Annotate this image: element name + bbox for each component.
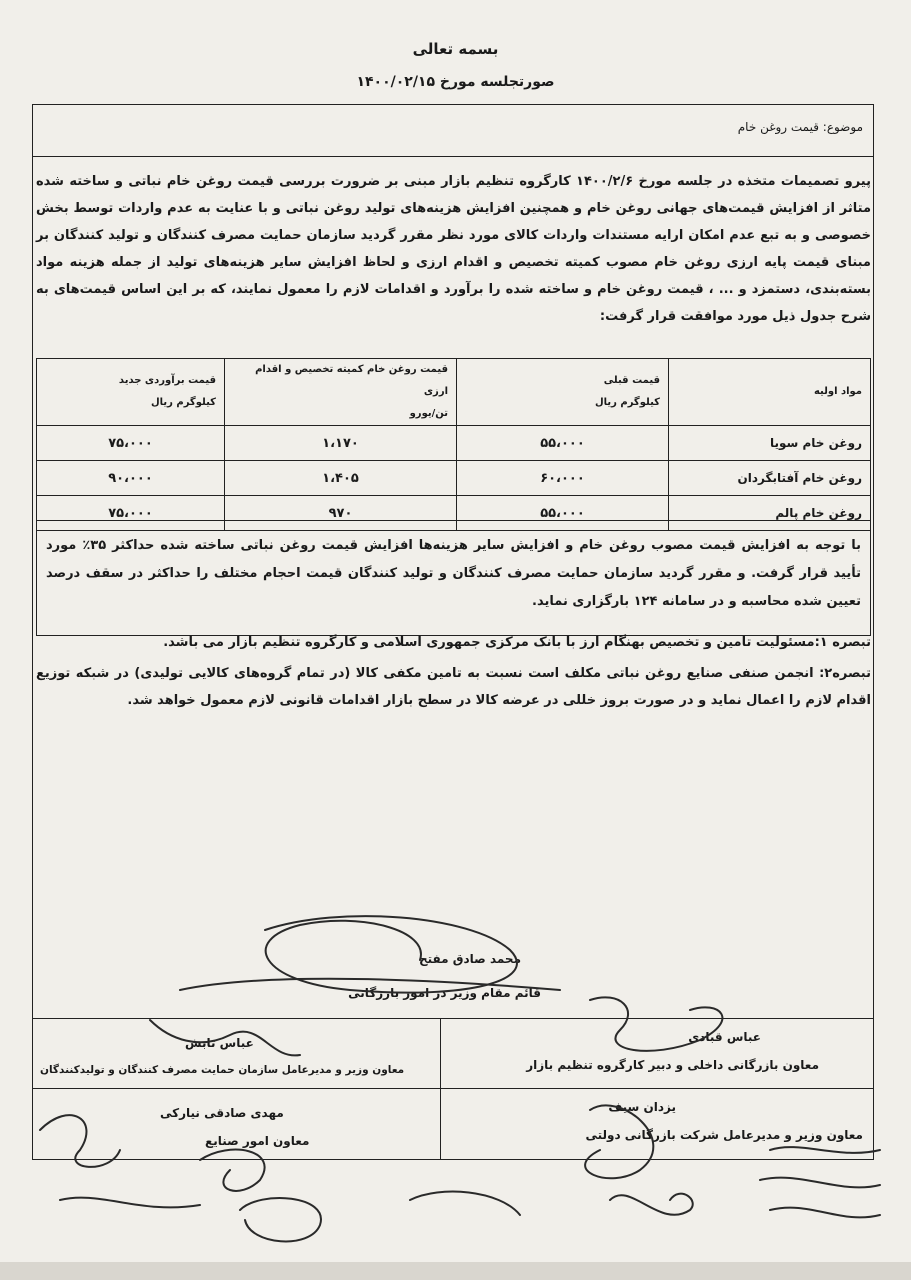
signatory-left2-title: معاون امور صنایع: [205, 1134, 310, 1148]
signature-niaraki: [200, 1150, 265, 1191]
second-paragraph: با توجه به افزایش قیمت مصوب روغن خام و افزایش سایر هزینه‌ها افزایش قیمت روغن نباتی ساخته شده حداکثر ۳۵٪ مورد تأیید قرار گرفت. و مقرر گردید سازمان حمایت مصرف کنندگان و تولید کنندگان قیمت احجام مختلف را حداکثر در سقف درصد تعیین شده محاسبه و در سامانه ۱۲۴ بارگزاری نماید.: [46, 538, 861, 609]
cell-committee: ۱،۴۰۵: [225, 461, 457, 496]
signature-scribble-bottom-4: [60, 1198, 200, 1208]
minutes-date: صورتجلسه مورخ ۱۴۰۰/۰۲/۱۵: [356, 74, 555, 90]
signature-tabesh: [150, 1020, 300, 1055]
signatory-right1-title: معاون بازرگانی داخلی و دبیر کارگروه تنظیم بازار: [526, 1058, 819, 1072]
signatory-right1-name: عباس قبادی: [688, 1030, 761, 1044]
cell-material: روغن خام سویا: [669, 426, 871, 461]
note-2: تبصره۲: انجمن صنفی صنایع روغن نباتی مکلف است نسبت به تامین مکفی کالا (در تمام گروه‌های کالایی تولیدی) در شبکه توزیع اقدام لازم را اعمال نماید و در صورت بروز خللی در عرضه کالا در سطح بازار اقدامات قانونی لازم معمول خواهد شد.: [36, 666, 871, 708]
signature-scribble-right: [760, 1147, 880, 1217]
header-previous-price: قیمت قبلی کیلوگرم ریال: [457, 359, 669, 426]
signature-mofatteh: [265, 916, 517, 992]
header-new-price: قیمت برآوردی جدید کیلوگرم ریال: [37, 359, 225, 426]
header-material: مواد اولیه: [669, 359, 871, 426]
basmala-heading: بسمه تعالی: [412, 40, 499, 58]
signature-scribble-left: [40, 1115, 120, 1167]
signatory-left2-name: مهدی صادقی نیارکی: [160, 1106, 284, 1120]
signatory-right2-title: معاون وزیر و مدیرعامل شرکت بازرگانی دولتی: [585, 1128, 863, 1142]
cell-committee: ۱،۱۷۰: [225, 426, 457, 461]
signatory-left1-title: معاون وزیر و مدیرعامل سازمان حمایت مصرف کنندگان و تولیدکنندگان: [40, 1064, 405, 1076]
signature-scribble-bottom-2: [410, 1192, 520, 1215]
signature-scribble-bottom-3: [610, 1194, 693, 1215]
cell-material: روغن خام پالم: [669, 496, 871, 531]
subject-line: موضوع: قیمت روغن خام: [737, 120, 863, 134]
cell-new: ۹۰،۰۰۰: [37, 461, 225, 496]
cell-new: ۷۵،۰۰۰: [37, 426, 225, 461]
signatory-main-name: محمد صادق مفتح: [418, 952, 521, 966]
signature-ghobadi: [590, 997, 722, 1051]
header-committee-price: قیمت روغن خام کمیته تخصیص و اقدام ارزی تن/یورو: [225, 359, 457, 426]
cell-new: ۷۵،۰۰۰: [37, 496, 225, 531]
scan-bottom-edge: [0, 1262, 911, 1280]
signatory-left1-name: عباس تابش: [185, 1036, 254, 1050]
cell-previous: ۶۰،۰۰۰: [457, 461, 669, 496]
signatory-right2-name: یزدان سیف: [608, 1100, 676, 1114]
cell-committee: ۹۷۰: [225, 496, 457, 531]
signature-mofatteh-2: [180, 979, 560, 990]
signature-seif: [585, 1105, 653, 1178]
cell-material: روغن خام آفتابگردان: [669, 461, 871, 496]
note-1: تبصره ۱:مسئولیت تامین و تخصیص بهنگام ارز با بانک مرکزی جمهوری اسلامی و کارگروه تنظیم بازار می باشد.: [163, 635, 871, 650]
signature-scribble-bottom-1: [240, 1198, 321, 1241]
intro-paragraph: پیرو تصمیمات متخذه در جلسه مورخ ۱۴۰۰/۲/۶ کارگروه تنظیم بازار مبنی بر ضرورت بررسی قیمت روغن خام نباتی و ساخته شده متاثر از افزایش قیمت‌های جهانی روغن خام و همچنین افزایش هزینه‌های تولید روغن نباتی و با عنایت به عدم واردات توسط بخش خصوصی و به تبع عدم امکان ارایه مستندات واردات کالای مورد نظر مقرر گردید سازمان حمایت مصرف کنندگان و تولید کنندگان بر مبنای قیمت پایه ارزی روغن خام مصوب کمیته تخصیص و اقدام ارزی و لحاظ افزایش سایر هزینه‌های تولید از جمله هزینه مواد بسته‌بندی، دستمزد و ... ، قیمت روغن خام و ساخته شده را برآورد و اقدامات لازم را معمول نمایند، که بر این اساس قیمت‌های به شرح جدول ذیل مورد موافقت قرار گرفت:: [36, 174, 871, 324]
cell-previous: ۵۵،۰۰۰: [457, 426, 669, 461]
signatory-main-title: قائم مقام وزیر در امور بازرگانی: [348, 986, 541, 1000]
cell-previous: ۵۵،۰۰۰: [457, 496, 669, 531]
